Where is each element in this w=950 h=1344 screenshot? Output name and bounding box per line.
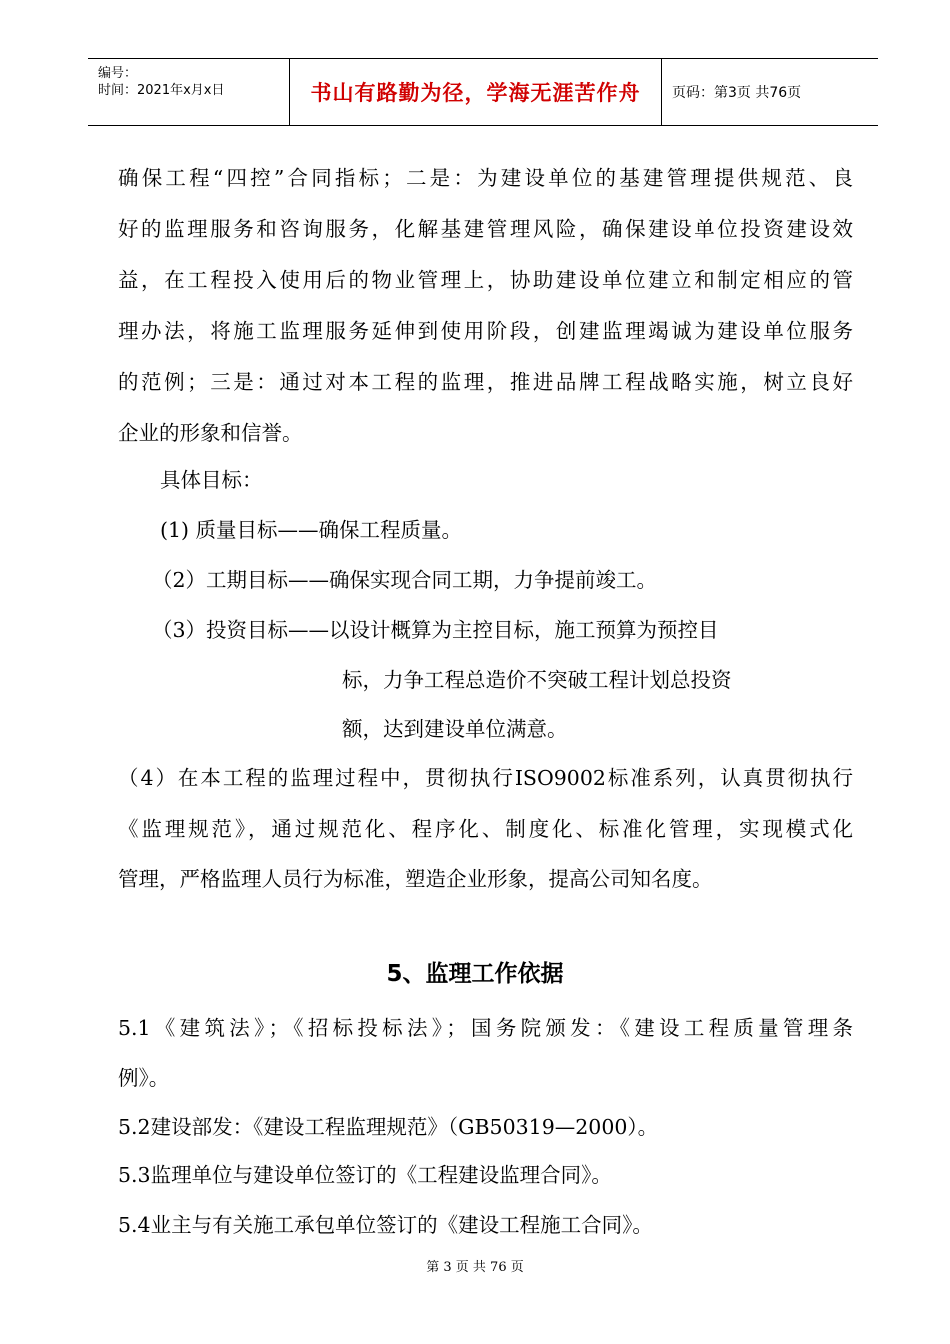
- document-header: [88, 58, 878, 126]
- document-number-label: 编号：: [98, 66, 138, 81]
- header-page-info: 页码：第3页 共76页: [672, 85, 802, 101]
- body-line: 确保工程“四控”合同指标；二是：为建设单位的基建管理提供规范、良: [118, 166, 853, 190]
- specific-goals-heading: 具体目标：: [160, 468, 263, 492]
- body-line: 好的监理服务和咨询服务，化解基建管理风险，确保建设单位投资建设效: [118, 217, 853, 241]
- body-line: 的范例；三是：通过对本工程的监理，推进品牌工程战略实施，树立良好: [118, 370, 853, 394]
- goal-quality: (1) 质量目标——确保工程质量。: [160, 518, 463, 542]
- goal-schedule: （2）工期目标——确保实现合同工期，力争提前竣工。: [152, 568, 658, 592]
- body-line: 理办法，将施工监理服务延伸到使用阶段，创建监理竭诚为建设单位服务: [118, 319, 853, 343]
- goal-investment-cont: 额，达到建设单位满意。: [342, 717, 568, 741]
- page-footer: 第 3 页 共 76 页: [426, 1260, 524, 1275]
- basis-item: 5.1《建筑法》；《招标投标法》；国务院颁发：《建设工程质量管理条: [118, 1016, 853, 1040]
- body-line: 益，在工程投入使用后的物业管理上，协助建设单位建立和制定相应的管: [118, 268, 853, 292]
- basis-item: 5.3监理单位与建设单位签订的《工程建设监理合同》。: [118, 1163, 612, 1187]
- goal-iso: （4）在本工程的监理过程中，贯彻执行ISO9002标准系列，认真贯彻执行: [118, 766, 853, 790]
- header-meta: [88, 59, 290, 125]
- goal-iso: 《监理规范》，通过规范化、程序化、制度化、标准化管理，实现模式化: [118, 817, 853, 841]
- basis-item: 5.4业主与有关施工承包单位签订的《建设工程施工合同》。: [118, 1213, 653, 1237]
- goal-investment-cont: 标，力争工程总造价不突破工程计划总投资: [342, 668, 732, 692]
- body-line: 企业的形象和信誉。: [118, 421, 303, 445]
- goal-investment: （3）投资目标——以设计概算为主控目标，施工预算为预控目: [152, 618, 719, 642]
- header-motto: 书山有路勤为径，学海无涯苦作舟: [290, 59, 662, 125]
- basis-item: 例》。: [118, 1066, 170, 1090]
- document-date: 时间：2021年x月x日: [98, 83, 225, 98]
- section-title: 5、监理工作依据: [386, 961, 564, 987]
- goal-iso: 管理，严格监理人员行为标准，塑造企业形象，提高公司知名度。: [118, 867, 713, 891]
- basis-item: 5.2建设部发：《建设工程监理规范》（GB50319—2000）。: [118, 1115, 659, 1139]
